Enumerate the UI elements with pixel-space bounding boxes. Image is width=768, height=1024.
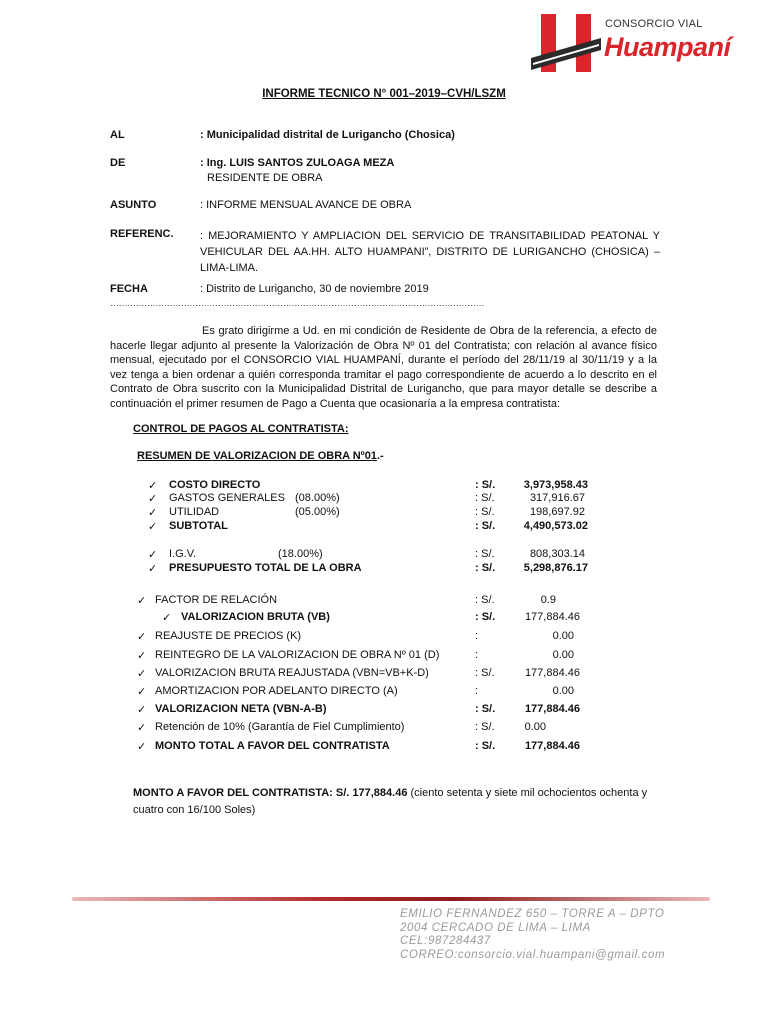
- body-paragraph-text: Es grato dirigirme a Ud. en mi condición de Residente de Obra de la referencia, a efecto de hacerle llegar adjunto al presente la Valorización de Obra Nº 01 del Contratista; con relación al avance físico mensual, ejecutado por el CONSORCIO VIAL HUAMPANÍ, durante el período del 28/11/19 al 30/11/19 y a la vez tenga a bien ordenar a quién corresponda tramitar el pago correspondiente de acuerdo a lo descrito en el Contrato de Obra suscrito con la Municipalidad Distrital de Lurigancho, que para mayor detalle se describe a continuación el primer resumen de Pago a Cuenta que ocasionaría a la empresa contratista:: [110, 325, 657, 410]
- dotted-separator: ……………………………………………………………………………………………………………………: [110, 298, 484, 308]
- de-value: : Ing. LUIS SANTOS ZULOAGA MEZA: [200, 157, 395, 169]
- valuation-currency: : S/.: [475, 721, 495, 733]
- al-value: : Municipalidad distrital de Lurigancho (Chosica): [200, 129, 455, 141]
- footer-address-2: 2004 CERCADO DE LIMA – LIMA: [400, 922, 591, 934]
- logo-name: Huampaní: [604, 32, 731, 62]
- referenc-value: : MEJORAMIENTO Y AMPLIACION DEL SERVICIO DE TRANSITABILIDAD PEATONAL Y VEHICULAR DEL AA.HH. ALTO HUAMPANI”, DISTRITO DE LURIGANCHO (CHOSICA) – LIMA-LIMA.: [200, 230, 660, 274]
- valuation-amount: 3,973,958.43: [523, 479, 588, 491]
- valuation-label: VALORIZACION BRUTA (VB): [181, 611, 330, 623]
- valuation-row: [0, 649, 768, 663]
- logo-mark: [531, 12, 601, 74]
- valuation-row: [0, 630, 768, 644]
- valuation-amount: 177,884.46: [524, 667, 580, 679]
- valuation-label: I.G.V.: [169, 548, 197, 560]
- checkmark-icon: ✓: [137, 741, 147, 753]
- valuation-amount: 0.00: [552, 630, 574, 642]
- document-title: INFORME TECNICO N° 001–2019–CVH/LSZM: [262, 88, 506, 100]
- valuation-label: Retención de 10% (Garantía de Fiel Cumplimiento): [155, 721, 405, 733]
- valuation-currency: : S/.: [475, 492, 495, 504]
- valuation-label: UTILIDAD: [169, 506, 220, 518]
- section-resumen-suffix: .-: [376, 450, 384, 462]
- valuation-label: MONTO TOTAL A FAVOR DEL CONTRATISTA: [155, 740, 390, 752]
- de-role: RESIDENTE DE OBRA: [207, 172, 323, 184]
- logo-top-text: CONSORCIO VIAL: [605, 18, 703, 30]
- body-paragraph: [110, 324, 657, 411]
- valuation-currency: : S/.: [475, 740, 496, 752]
- checkmark-icon: ✓: [137, 686, 147, 698]
- valuation-amount: 5,298,876.17: [523, 562, 588, 574]
- final-label: MONTO A FAVOR DEL CONTRATISTA: [133, 787, 330, 799]
- valuation-row: [0, 520, 768, 534]
- checkmark-icon: ✓: [137, 631, 147, 643]
- section-resumen-text: RESUMEN DE VALORIZACION DE OBRA Nº01: [137, 450, 377, 462]
- valuation-currency: : S/.: [475, 611, 496, 623]
- valuation-label: REINTEGRO DE LA VALORIZACION DE OBRA Nº 01 (D): [155, 649, 440, 661]
- de-label: DE: [110, 157, 126, 169]
- valuation-currency: :: [475, 649, 479, 661]
- valuation-currency: : S/.: [475, 594, 495, 606]
- al-label: AL: [110, 129, 125, 141]
- valuation-amount: 177,884.46: [524, 703, 580, 715]
- checkmark-icon: ✓: [137, 722, 147, 734]
- valuation-label: VALORIZACION NETA (VBN-A-B): [155, 703, 327, 715]
- final-amount: : S/. 177,884.46: [329, 787, 408, 799]
- checkmark-icon: ✓: [137, 668, 147, 680]
- valuation-row: [0, 685, 768, 699]
- valuation-label: REAJUSTE DE PRECIOS (K): [155, 630, 302, 642]
- footer-address-1: EMILIO FERNANDEZ 650 – TORRE A – DPTO: [400, 908, 665, 920]
- valuation-row: [0, 594, 768, 608]
- valuation-label: GASTOS GENERALES: [169, 492, 285, 504]
- checkmark-icon: ✓: [148, 549, 158, 561]
- valuation-row: [0, 506, 768, 520]
- final-statement: [133, 785, 663, 819]
- valuation-amount: 177,884.46: [524, 611, 580, 623]
- valuation-row: [0, 703, 768, 717]
- valuation-percent: (05.00%): [295, 506, 340, 518]
- valuation-percent: (18.00%): [278, 548, 323, 560]
- valuation-amount: 4,490,573.02: [523, 520, 588, 532]
- checkmark-icon: ✓: [148, 507, 158, 519]
- valuation-amount: 0.00: [524, 721, 546, 733]
- section-resumen-title: [137, 450, 384, 462]
- valuation-currency: : S/.: [475, 667, 495, 679]
- valuation-currency: :: [475, 685, 479, 697]
- valuation-row: [0, 667, 768, 681]
- valuation-row: [0, 562, 768, 576]
- valuation-row: [0, 492, 768, 506]
- footer-divider: [72, 897, 710, 901]
- valuation-amount: 0.00: [552, 649, 574, 661]
- valuation-currency: : S/.: [475, 479, 496, 491]
- valuation-amount: 0.9: [540, 594, 556, 606]
- valuation-amount: 317,916.67: [529, 492, 585, 504]
- fecha-label: FECHA: [110, 283, 148, 295]
- asunto-label: ASUNTO: [110, 199, 157, 211]
- final-words: (ciento setenta y siete mil ochocientos ochenta y cuatro con 16/100 Soles): [133, 787, 648, 816]
- valuation-amount: 198,697.92: [529, 506, 585, 518]
- valuation-percent: (08.00%): [295, 492, 340, 504]
- checkmark-icon: ✓: [162, 612, 172, 624]
- valuation-amount: 808,303.14: [529, 548, 585, 560]
- checkmark-icon: ✓: [137, 704, 147, 716]
- valuation-row: [0, 721, 768, 735]
- valuation-currency: : S/.: [475, 703, 496, 715]
- checkmark-icon: ✓: [148, 521, 158, 533]
- valuation-currency: : S/.: [475, 548, 495, 560]
- valuation-label: PRESUPUESTO TOTAL DE LA OBRA: [169, 562, 362, 574]
- valuation-row: [0, 548, 768, 562]
- valuation-currency: :: [475, 630, 479, 642]
- section-control-title: CONTROL DE PAGOS AL CONTRATISTA:: [133, 423, 349, 435]
- checkmark-icon: ✓: [148, 493, 158, 505]
- valuation-row: [0, 611, 768, 625]
- asunto-value: : INFORME MENSUAL AVANCE DE OBRA: [200, 199, 412, 211]
- valuation-currency: : S/.: [475, 520, 496, 532]
- footer-phone: CEL:987284437: [400, 935, 491, 947]
- valuation-currency: : S/.: [475, 506, 495, 518]
- fecha-value: : Distrito de Lurigancho, 30 de noviembre 2019: [200, 283, 429, 295]
- valuation-label: AMORTIZACION POR ADELANTO DIRECTO (A): [155, 685, 398, 697]
- valuation-amount: 177,884.46: [524, 740, 580, 752]
- valuation-currency: : S/.: [475, 562, 496, 574]
- valuation-label: VALORIZACION BRUTA REAJUSTADA (VBN=VB+K-D): [155, 667, 429, 679]
- valuation-row: [0, 740, 768, 754]
- referenc-label: REFERENC.: [110, 228, 174, 240]
- valuation-amount: 0.00: [552, 685, 574, 697]
- footer-email: CORREO:consorcio.vial.huampani@gmail.com: [400, 949, 666, 961]
- checkmark-icon: ✓: [137, 595, 147, 607]
- valuation-label: COSTO DIRECTO: [169, 479, 261, 491]
- checkmark-icon: ✓: [137, 650, 147, 662]
- valuation-label: SUBTOTAL: [169, 520, 228, 532]
- valuation-label: FACTOR DE RELACIÓN: [155, 594, 278, 606]
- checkmark-icon: ✓: [148, 480, 158, 492]
- checkmark-icon: ✓: [148, 563, 158, 575]
- valuation-row: [0, 479, 768, 493]
